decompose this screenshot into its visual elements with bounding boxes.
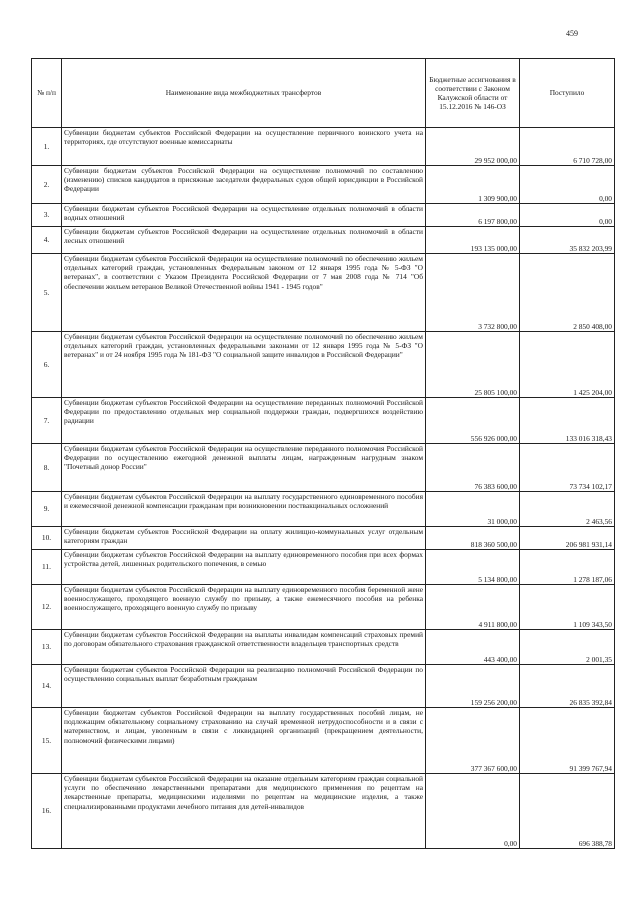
row-plan-amount: 556 926 000,00: [426, 398, 520, 444]
row-number: 6.: [32, 332, 62, 398]
row-received-amount: 1 425 204,00: [520, 332, 615, 398]
table-row: [32, 398, 615, 444]
header-plan: Бюджетные ассигнования в соответствии с Законом Калужской области от 15.12.2016 № 146-ОЗ: [426, 59, 520, 128]
table-row: [32, 550, 615, 585]
row-plan-amount: 76 383 600,00: [426, 444, 520, 492]
row-transfer-name: Субвенции бюджетам субъектов Российской Федерации на осуществление полномочий по обеспечению жильем отдельных категорий граждан, установленных федеральными законами от 12 января 1995 года № 5-ФЗ "О ветеранах" и от 24 ноября 1995 года № 181-ФЗ "О социальной защите инвалидов в Российской Федерации": [62, 332, 426, 398]
row-plan-amount: 159 256 200,00: [426, 665, 520, 708]
table-row: [32, 492, 615, 527]
row-number: 15.: [32, 708, 62, 774]
table-row: [32, 527, 615, 550]
row-number: 16.: [32, 774, 62, 849]
row-received-amount: 0,00: [520, 204, 615, 227]
row-received-amount: 206 981 931,14: [520, 527, 615, 550]
row-plan-amount: 0,00: [426, 774, 520, 849]
row-transfer-name: Субвенции бюджетам субъектов Российской Федерации на осуществление первичного воинского учета на территориях, где отсутствуют военные комиссариаты: [62, 128, 426, 166]
table-row: [32, 254, 615, 332]
row-transfer-name: Субвенции бюджетам субъектов Российской Федерации на осуществление отдельных полномочий в области водных отношений: [62, 204, 426, 227]
row-plan-amount: 31 000,00: [426, 492, 520, 527]
row-plan-amount: 4 911 800,00: [426, 585, 520, 630]
row-plan-amount: 1 309 900,00: [426, 166, 520, 204]
row-number: 12.: [32, 585, 62, 630]
row-transfer-name: Субвенции бюджетам субъектов Российской Федерации на выплату государственного единовременного пособия и ежемесячной денежной компенсации гражданам при возникновении поствакцинальных осложнений: [62, 492, 426, 527]
header-received: Поступило: [520, 59, 615, 128]
row-transfer-name: Субвенции бюджетам субъектов Российской Федерации на выплату единовременного пособия при всех формах устройства детей, лишенных родительского попечения, в семью: [62, 550, 426, 585]
row-number: 2.: [32, 166, 62, 204]
row-received-amount: 73 734 102,17: [520, 444, 615, 492]
row-plan-amount: 25 805 100,00: [426, 332, 520, 398]
row-received-amount: 2 001,35: [520, 630, 615, 665]
row-received-amount: 2 850 408,00: [520, 254, 615, 332]
row-number: 14.: [32, 665, 62, 708]
table-row: [32, 444, 615, 492]
row-received-amount: 2 463,56: [520, 492, 615, 527]
table-row: [32, 204, 615, 227]
table-row: [32, 166, 615, 204]
table-row: [32, 665, 615, 708]
header-name: Наименование вида межбюджетных трансфертов: [62, 59, 426, 128]
row-transfer-name: Субвенции бюджетам субъектов Российской Федерации на реализацию полномочий Российской Федерации по осуществлению социальных выплат безработным гражданам: [62, 665, 426, 708]
row-transfer-name: Субвенции бюджетам субъектов Российской Федерации на осуществление переданных полномочий Российской Федерации по предоставлению отдельных мер социальной поддержки граждан, подвергшихся воздействию радиации: [62, 398, 426, 444]
row-received-amount: 35 832 203,99: [520, 227, 615, 254]
row-transfer-name: Субвенции бюджетам субъектов Российской Федерации на выплаты инвалидам компенсаций страховых премий по договорам обязательного страхования гражданской ответственности владельцев транспортных средств: [62, 630, 426, 665]
row-received-amount: 696 388,78: [520, 774, 615, 849]
row-received-amount: 1 109 343,50: [520, 585, 615, 630]
row-plan-amount: 3 732 800,00: [426, 254, 520, 332]
header-num: № п/п: [32, 59, 62, 128]
row-number: 5.: [32, 254, 62, 332]
row-number: 7.: [32, 398, 62, 444]
table-row: [32, 630, 615, 665]
row-received-amount: 133 016 318,43: [520, 398, 615, 444]
row-number: 3.: [32, 204, 62, 227]
row-received-amount: 6 710 728,00: [520, 128, 615, 166]
row-transfer-name: Субвенции бюджетам субъектов Российской Федерации на осуществление полномочий по составлению (изменению) списков кандидатов в присяжные заседатели федеральных судов общей юрисдикции в Российской Федерации: [62, 166, 426, 204]
table-body: [32, 128, 615, 849]
table-row: [32, 227, 615, 254]
row-plan-amount: 443 400,00: [426, 630, 520, 665]
row-number: 11.: [32, 550, 62, 585]
row-received-amount: 91 399 767,94: [520, 708, 615, 774]
row-received-amount: 26 835 392,84: [520, 665, 615, 708]
table-row: [32, 585, 615, 630]
row-transfer-name: Субвенции бюджетам субъектов Российской Федерации на оказание отдельным категориям граждан социальной услуги по обеспечению лекарственными препаратами для медицинского применения по рецептам на лекарственные препараты, медицинскими изделиями по рецептам на медицинские изделия, а также специализированными продуктами лечебного питания для детей-инвалидов: [62, 774, 426, 849]
row-number: 10.: [32, 527, 62, 550]
row-transfer-name: Субвенции бюджетам субъектов Российской Федерации на выплату единовременного пособия беременной жене военнослужащего, проходящего военную службу по призыву, а также ежемесячного пособия на ребенка военнослужащего, проходящего военную службу по призыву: [62, 585, 426, 630]
table-row: [32, 708, 615, 774]
page-number: 459: [566, 29, 578, 38]
row-number: 8.: [32, 444, 62, 492]
row-received-amount: 1 278 187,06: [520, 550, 615, 585]
row-number: 13.: [32, 630, 62, 665]
row-transfer-name: Субвенции бюджетам субъектов Российской Федерации на оплату жилищно-коммунальных услуг отдельным категориям граждан: [62, 527, 426, 550]
row-plan-amount: 377 367 600,00: [426, 708, 520, 774]
row-plan-amount: 6 197 800,00: [426, 204, 520, 227]
row-transfer-name: Субвенции бюджетам субъектов Российской Федерации на выплату государственных пособий лицам, не подлежащим обязательному социальному страхованию на случай временной нетрудоспособности и в связи с материнством, и лицам, уволенным в связи с ликвидацией организаций (прекращением деятельности, полномочий физическими лицами): [62, 708, 426, 774]
row-plan-amount: 193 135 000,00: [426, 227, 520, 254]
row-plan-amount: 5 134 800,00: [426, 550, 520, 585]
row-number: 1.: [32, 128, 62, 166]
row-plan-amount: 29 952 000,00: [426, 128, 520, 166]
transfers-table: [31, 58, 615, 849]
row-transfer-name: Субвенции бюджетам субъектов Российской Федерации на осуществление отдельных полномочий в области лесных отношений: [62, 227, 426, 254]
row-transfer-name: Субвенции бюджетам субъектов Российской Федерации на осуществление полномочий по обеспечению жильем отдельных категорий граждан, установленных Федеральным законом от 12 января 1995 года № 5-ФЗ "О ветеранах", в соответствии с Указом Президента Российской Федерации от 7 мая 2008 года № 714 "Об обеспечении жильем ветеранов Великой Отечественной войны 1941 - 1945 годов": [62, 254, 426, 332]
table-row: [32, 332, 615, 398]
row-plan-amount: 818 360 500,00: [426, 527, 520, 550]
row-number: 4.: [32, 227, 62, 254]
table-row: [32, 774, 615, 849]
table-row: [32, 128, 615, 166]
row-transfer-name: Субвенции бюджетам субъектов Российской Федерации на осуществление переданного полномочия Российской Федерации по осуществлению ежегодной денежной выплаты лицам, награжденным нагрудным знаком "Почетный донор России": [62, 444, 426, 492]
row-received-amount: 0,00: [520, 166, 615, 204]
table-header-row: [32, 59, 615, 128]
row-number: 9.: [32, 492, 62, 527]
